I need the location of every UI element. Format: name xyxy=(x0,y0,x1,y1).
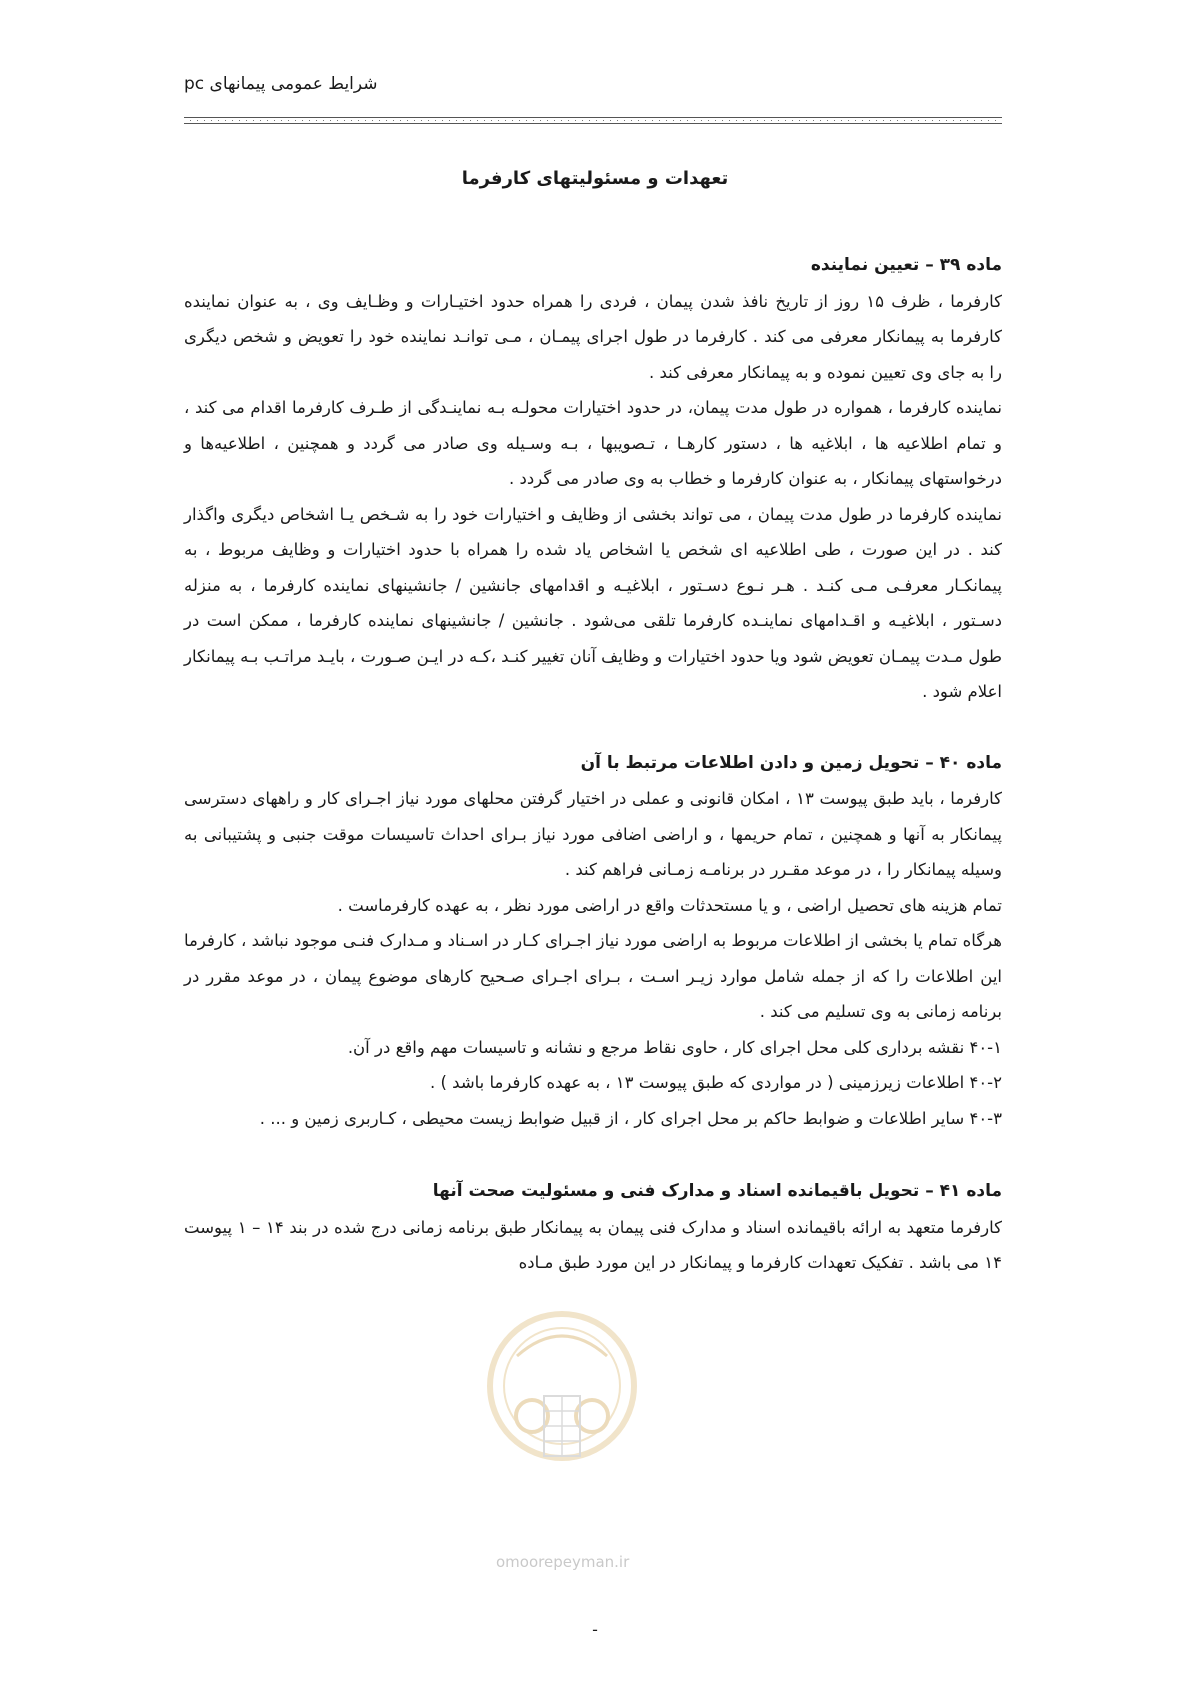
article-41 xyxy=(184,1174,1002,1281)
paragraph: تمام هزینه های تحصیل اراضی ، و یا مستحدثات واقع در اراضی مورد نظر ، به عهده کارفرماست . xyxy=(337,895,1002,915)
paragraph: کارفرما متعهد به ارائه باقیمانده اسناد و مدارک فنی پیمان به پیمانکار طبق برنامه زمانی درج شده در بند ۱۴ – ۱ پیوست ۱۴ می باشد . تفکیک تعهدات کارفرما و پیمانکار در این مورد طبق مـاده xyxy=(184,1217,1002,1272)
list-item: ۴۰-۲ اطلاعات زیرزمینی ( در مواردی که طبق پیوست ۱۳ ، به عهده کارفرما باشد ) . xyxy=(430,1073,1002,1092)
paragraph: کارفرما ، ظرف ۱۵ روز از تاریخ نافذ شدن پیمان ، فردی را همراه حدود اختیـارات و وظـایف وی ، به عنوان نماینده کارفرما به پیمانکار معرفی می کند . کارفرما در طول اجرای پیمـان ، مـی توانـد نماینده خود را تعویض و شخص دیگری را به جای وی تعیین نموده و به پیمانکار معرفی کند . xyxy=(184,291,1002,382)
spacer xyxy=(184,1136,1002,1174)
paragraph: هرگاه تمام یا بخشی از اطلاعات مربوط به اراضی مورد نیاز اجـرای کـار در اسـناد و مـدارک فنـی موجود نباشد ، کارفرما این اطلاعات را که از جمله شامل موارد زیـر اسـت ، بـرای اجـرای صـحیح کارهای موضوع پیمان ، در موعد مقرر در برنامه زمانی به وی تسلیم می کند . xyxy=(184,931,1002,1021)
paragraph: نماینده کارفرما ، همواره در طول مدت پیمان، در حدود اختیارات محولـه بـه نماینـدگی از طـرف کارفرما اقدام می کند ، و تمام اطلاعیه ها ، ابلاغیه ها ، دستور کارهـا ، تـصویبها ، بـه وسـیله وی صادر می گردد و همچنین ، اطلاعیه‌ها و درخواستهای پیمانکار ، به عنوان کارفرما و خطاب به وی صادر می گردد . xyxy=(184,398,1002,488)
article-heading: ماده ۴۰ – تحویل زمین و دادن اطلاعات مرتبط با آن xyxy=(580,752,1002,773)
paragraph: نماینده کارفرما در طول مدت پیمان ، می تواند بخشی از وظایف و اختیارات خود را به شـخص یـا اشخاص دیگری واگذار کند . در این صورت ، طی اطلاعیه ای شخص یا اشخاص یاد شده را همراه با حدود اختیارات و وظایف مربوط ، به پیمانکـار معرفـی مـی کنـد . هـر نـوع دسـتور ، ابلاغیـه و اقدامهای جانشین / جانشینهای نماینده کارفرما ، به منزله دسـتور ، ابلاغیـه و اقـدامهای نماینـده کارفرما تلقی می‌شود . جانشین / جانشینهای نماینده کارفرما ، ممکن است در طول مـدت پیمـان تعویض شود ویا حدود اختیارات و وظایف آنان تغییر کنـد ،کـه در ایـن صـورت ، بایـد مراتـب بـه پیمانکار اعلام شود . xyxy=(184,504,1002,701)
document-body xyxy=(184,248,1002,1281)
list-item: ۴۰-۱ نقشه برداری کلی محل اجرای کار ، حاوی نقاط مرجع و نشانه و تاسیسات مهم واقع در آن. xyxy=(347,1037,1002,1057)
spacer xyxy=(184,710,1002,746)
article-40 xyxy=(184,746,1002,1137)
running-header: شرایط عمومی پیمانهای pc xyxy=(184,74,378,94)
header-divider xyxy=(184,117,1002,124)
page-title: تعهدات و مسئولیتهای کارفرما xyxy=(461,168,729,189)
article-heading: ماده ۳۹ – تعیین نماینده xyxy=(810,255,1002,275)
watermark-url: omoorepeyman.ir xyxy=(496,1553,630,1571)
list-item: ۴۰-۳ سایر اطلاعات و ضوابط حاکم بر محل اجرای کار ، از قبیل ضوابط زیست محیطی ، کـاربری زمین و ... . xyxy=(259,1108,1002,1128)
page-number: - xyxy=(592,1620,598,1639)
watermark-seal-icon xyxy=(482,1296,642,1496)
article-39 xyxy=(184,248,1002,710)
paragraph: کارفرما ، باید طبق پیوست ۱۳ ، امکان قانونی و عملی در اختیار گرفتن محلهای مورد نیاز اجـرای کار و راههای دسترسی پیمانکار به آنها و همچنین ، تمام حریمها ، و اراضی اضافی مورد نیاز بـرای احداث تاسیسات موقت جنبی و پشتیبانی به وسیله پیمانکار را ، در موعد مقـرر در برنامـه زمـانی فراهم کند . xyxy=(184,789,1003,879)
article-heading: ماده ۴۱ – تحویل باقیمانده اسناد و مدارک فنی و مسئولیت صحت آنها xyxy=(432,1181,1002,1201)
